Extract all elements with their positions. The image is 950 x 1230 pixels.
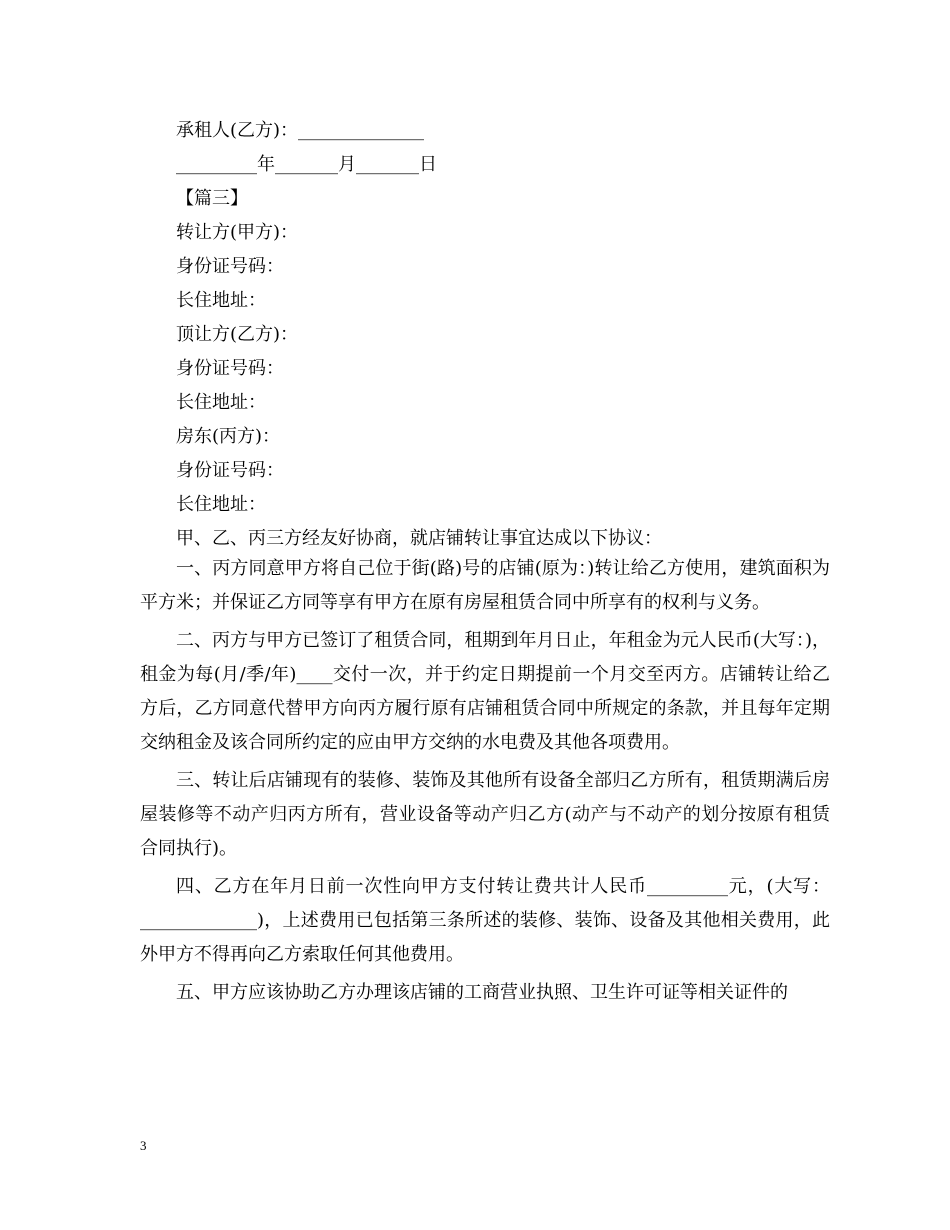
landlord-label: 房东(丙方)： [176, 426, 281, 447]
clause-1: 一、丙方同意甲方将自己位于街(路)号的店铺(原为：)转让给乙方使用，建筑面积为平方米；并保证乙方同等享有甲方在原有房屋租赁合同中所享有的权利与义务。 [140, 558, 830, 613]
page-number: 3 [140, 1138, 147, 1153]
transferee-id-label: 身份证号码： [176, 358, 284, 379]
clause-2: 二、丙方与甲方已签订了租赁合同，租期到年月日止，年租金为元人民币(大写：)，租金为每(月/季/年)____交付一次，并于约定日期提前一个月交至丙方。店铺转让给乙方后，乙方同意代替甲方向丙方履行原有店铺租赁合同中所规定的条款，并且每年定期交纳租金及该合同所约定的应由甲方交纳的水电费及其他各项费用。 [140, 630, 830, 753]
lessee-signature-line: 承租人(乙方)：______________ [176, 120, 425, 141]
transferor-address-label: 长住地址： [176, 290, 266, 311]
transferee-label: 顶让方(乙方)： [176, 324, 299, 345]
date-line: _________年_______月_______日 [176, 154, 437, 175]
agreement-clauses [140, 552, 830, 1014]
clause-5: 五、甲方应该协助乙方办理该店铺的工商营业执照、卫生许可证等相关证件的 [176, 982, 788, 1003]
clause-3: 三、转让后店铺现有的装修、装饰及其他所有设备全部归乙方所有，租赁期满后房屋装修等不动产归丙方所有，营业设备等动产归乙方(动产与不动产的划分按原有租赁合同执行)。 [140, 770, 830, 859]
landlord-id-label: 身份证号码： [176, 460, 284, 481]
clause-4: 四、乙方在年月日前一次性向甲方支付转让费共计人民币_________元，(大写：_____________)，上述费用已包括第三条所述的装修、装饰、设备及其他相关费用，此外甲方不得再向乙方索取任何其他费用。 [140, 876, 830, 965]
agreement-intro: 甲、乙、丙三方经友好协商，就店铺转让事宜达成以下协议： [176, 528, 662, 549]
section-heading: 【篇三】 [176, 188, 248, 209]
transferor-id-label: 身份证号码： [176, 256, 284, 277]
landlord-address-label: 长住地址： [176, 494, 266, 515]
transferee-address-label: 长住地址： [176, 392, 266, 413]
transferor-label: 转让方(甲方)： [176, 222, 299, 243]
